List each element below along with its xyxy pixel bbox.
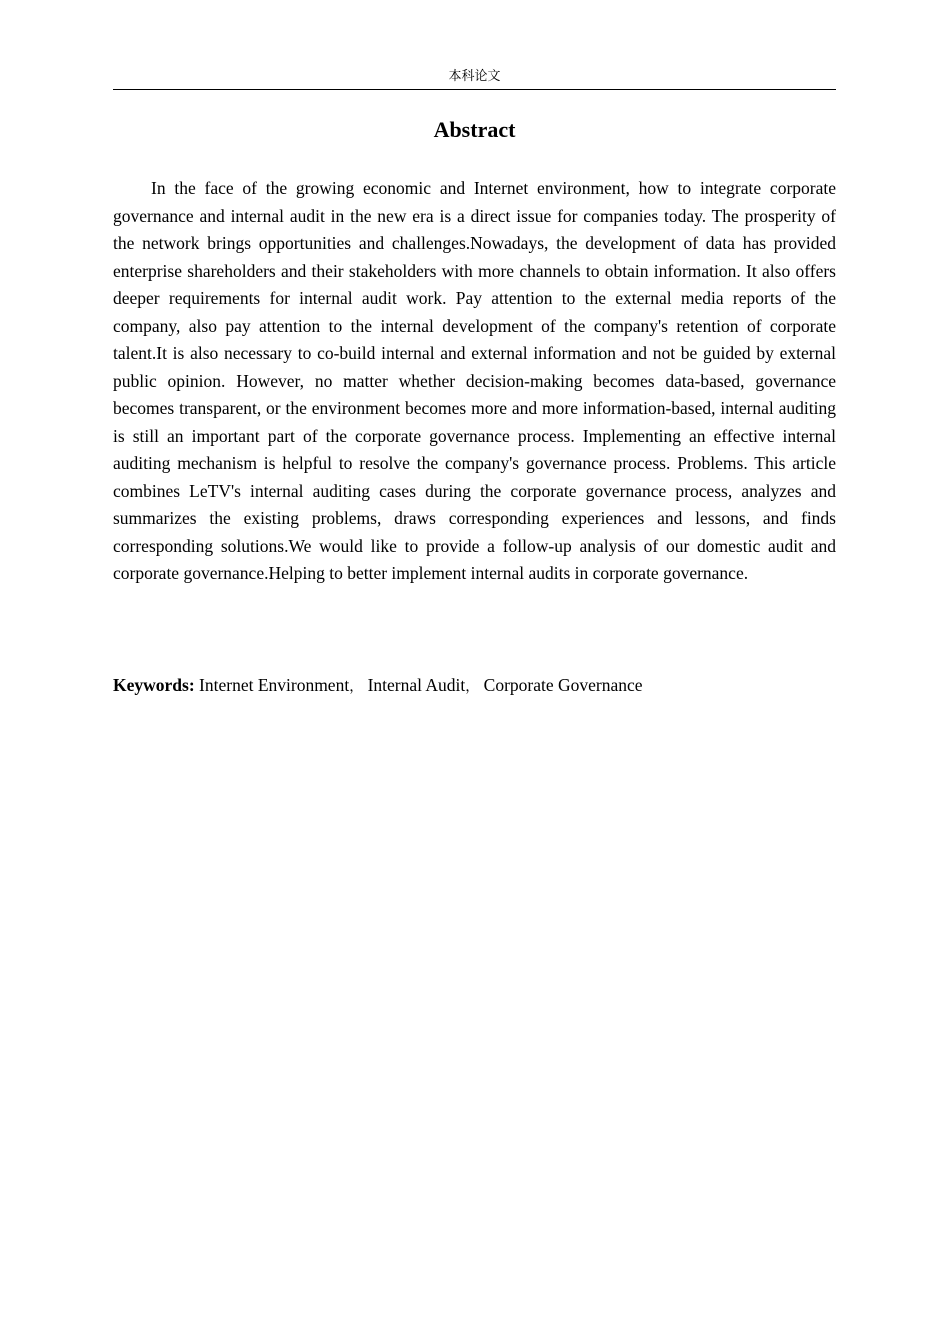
keywords-line (113, 671, 836, 701)
keywords-label: Keywords: (113, 675, 195, 695)
abstract-body: In the face of the growing economic and Internet environment, how to integrate corporate governance and internal audit in the new era is a direct issue for companies today. The prosperity of the network brings opportunities and challenges.Nowadays, the development of data has provided enterprise shareholders and their stakeholders with more channels to obtain information. It also offers deeper requirements for internal audit work. Pay attention to the external media reports of the company, also pay attention to the internal development of the company's retention of corporate talent.It is also necessary to co-build internal and external information and not be guided by external public opinion. However, no matter whether decision-making becomes data-based, governance becomes transparent, or the environment becomes more and more information-based, internal auditing is still an important part of the corporate governance process. Implementing an effective internal auditing mechanism is helpful to resolve the company's governance process. Problems. This article combines LeTV's internal auditing cases during the corporate governance process, analyzes and summarizes the existing problems, draws corresponding experiences and lessons, and finds corresponding solutions.We would like to provide a follow-up analysis of our domestic audit and corporate governance.Helping to better implement internal audits in corporate governance. (113, 178, 836, 583)
running-header (113, 67, 836, 90)
keyword-item: Internal Audit (367, 675, 466, 695)
header-text: 本科论文 (448, 69, 501, 84)
keyword-item: Internet Environment (199, 675, 350, 695)
keyword-separator: ， (349, 679, 364, 695)
abstract-title: Abstract (433, 117, 516, 142)
keyword-item: Corporate Governance (483, 675, 643, 695)
keyword-separator: ， (465, 679, 480, 695)
